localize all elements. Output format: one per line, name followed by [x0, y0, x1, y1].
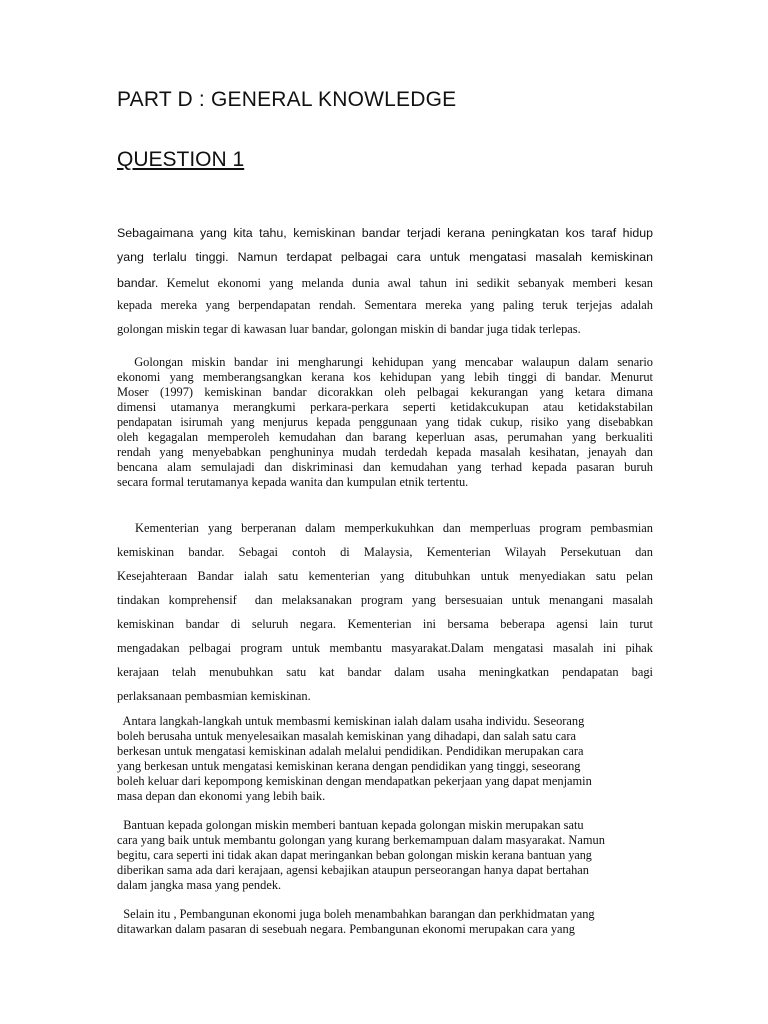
paragraph-line: diberikan sama ada dari kerajaan, agensi kebajikan ataupun perseorangan hanya dapat bertahan: [117, 863, 589, 877]
intro-line: golongan miskin tegar di kawasan luar bandar, golongan miskin di bandar juga tidak terlepas.: [117, 322, 581, 336]
intro-line: Sebagaimana yang kita tahu, kemiskinan bandar terjadi kerana peningkatan kos taraf hidup: [117, 226, 653, 240]
paragraph-line: yang berkesan untuk mengatasi kemiskinan kerana dengan pendidikan yang tinggi, seseorang: [117, 759, 581, 773]
paragraph-line: kemiskinan bandar di seluruh negara. Kementerian ini bersama beberapa agensi lain turut: [117, 617, 653, 631]
paragraph-line: cara yang baik untuk membantu golongan yang kurang berkemampuan dalam masyarakat. Namun: [117, 833, 605, 847]
paragraph-line: boleh berusaha untuk menyelesaikan masalah kemiskinan yang dihadapi, dan salah satu cara: [117, 729, 576, 743]
paragraph-line: kerajaan telah menubuhkan satu kat bandar dalam usaha meningkatkan pendapatan bagi: [117, 665, 653, 679]
paragraph-line: dalam jangka masa yang pendek.: [117, 878, 282, 892]
intro-line: kepada mereka yang berpendapatan rendah. Sementara mereka yang paling teruk terjejas adalah: [117, 298, 653, 312]
paragraph-line: bencana alam semulajadi dan diskriminasi dan kemudahan yang terhad kepada pasaran buruh: [117, 460, 653, 474]
paragraph-line: Kesejahteraan Bandar ialah satu kementerian yang ditubuhkan untuk menyediakan satu pelan: [117, 569, 653, 583]
paragraph-line: Golongan miskin bandar ini mengharungi kehidupan yang mencabar walaupun dalam senario: [117, 355, 653, 369]
paragraph-line: rendah yang menyebabkan penghuninya mudah terdedah kepada masalah kesihatan, jenayah dan: [117, 445, 653, 459]
paragraph-line: kemiskinan bandar. Sebagai contoh di Malaysia, Kementerian Wilayah Persekutuan dan: [117, 545, 653, 559]
paragraph-line: perlaksanaan pembasmian kemiskinan.: [117, 689, 311, 703]
paragraph-line: berkesan untuk mengatasi kemiskinan adalah melalui pendidikan. Pendidikan merupakan cara: [117, 744, 584, 758]
paragraph-line: secara formal terutamanya kepada wanita dan kumpulan etnik tertentu.: [117, 475, 469, 489]
question-title: QUESTION 1: [117, 148, 245, 171]
intro-text: Kemelut ekonomi yang melanda dunia awal tahun ini sedikit sebanyak memberi kesan: [158, 276, 653, 290]
paragraph-line: mengadakan pelbagai program untuk membantu masyarakat.Dalam mengatasi masalah ini pihak: [117, 641, 653, 655]
paragraph-line: ekonomi yang memberangsangkan kerana kos kehidupan yang lebih tinggi di bandar. Menurut: [117, 370, 653, 384]
paragraph-line: Bantuan kepada golongan miskin memberi bantuan kepada golongan miskin merupakan satu: [117, 818, 584, 832]
paragraph-line: Selain itu , Pembangunan ekonomi juga boleh menambahkan barangan dan perkhidmatan yang: [117, 907, 595, 921]
paragraph-line: masa depan dan ekonomi yang lebih baik.: [117, 789, 326, 803]
paragraph-line: boleh keluar dari kepompong kemiskinan dengan mendapatkan pekerjaan yang dapat menjamin: [117, 774, 592, 788]
paragraph-line: ditawarkan dalam pasaran di sesebuah negara. Pembangunan ekonomi merupakan cara yang: [117, 922, 575, 936]
intro-line: yang terlalu tinggi. Namun terdapat pelbagai cara untuk mengatasi masalah kemiskinan: [117, 250, 653, 264]
paragraph-line: Moser (1997) kemiskinan bandar dicorakkan oleh pelbagai kekurangan yang ketara dimana: [117, 385, 653, 399]
paragraph-line: tindakan komprehensif dan melaksanakan program yang bersesuaian untuk menangani masalah: [117, 593, 653, 607]
paragraph-line: oleh kegagalan memperoleh kemudahan dan barang keperluan asas, perumahan yang berkualiti: [117, 430, 653, 444]
paragraph-line: Antara langkah-langkah untuk membasmi kemiskinan ialah dalam usaha individu. Seseorang: [117, 714, 585, 728]
page-heading: PART D : GENERAL KNOWLEDGE: [117, 88, 457, 111]
paragraph-line: dimensi utamanya merangkumi perkara-perkara seperti ketidakcukupan atau ketidakstabilan: [117, 400, 653, 414]
intro-line: [117, 274, 653, 292]
paragraph-line: begitu, cara seperti ini tidak akan dapat meringankan beban golongan miskin kerana bantuan yang: [117, 848, 592, 862]
paragraph-line: Kementerian yang berperanan dalam memperkukuhkan dan memperluas program pembasmian: [117, 521, 653, 535]
intro-bold-word: bandar.: [117, 276, 159, 290]
paragraph-line: pendapatan isirumah yang menjurus kepada penggunaan yang tidak cukup, risiko yang disebabkan: [117, 415, 653, 429]
